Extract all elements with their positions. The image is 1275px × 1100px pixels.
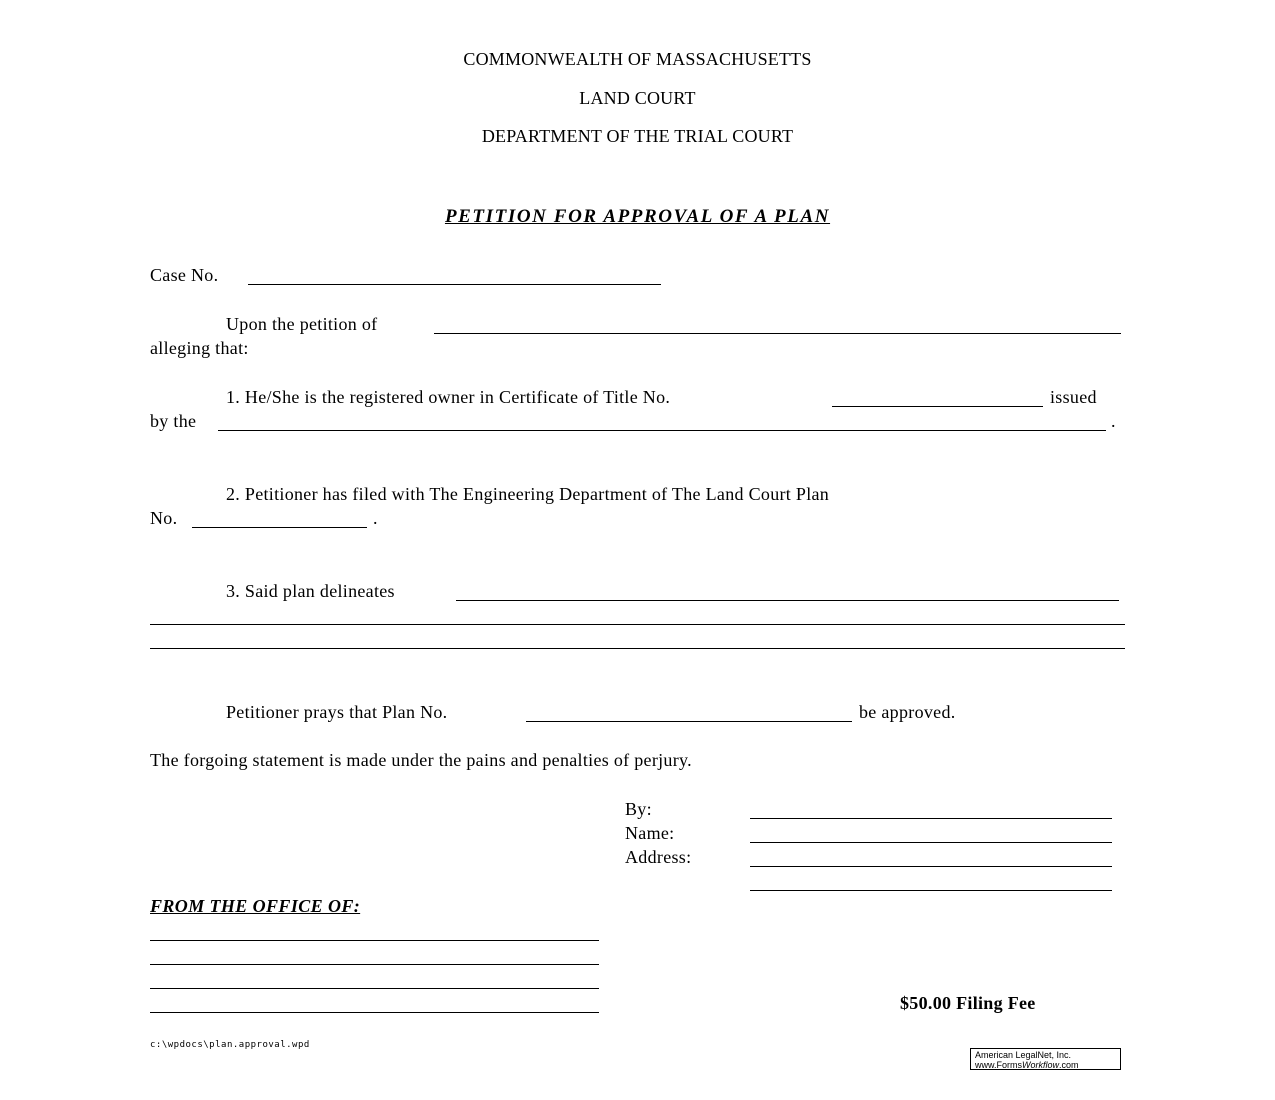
court-header-commonwealth: COMMONWEALTH OF MASSACHUSETTS (463, 49, 812, 69)
logo-line-2: www.FormsWorkflow.com (975, 1060, 1079, 1070)
filing-fee: $50.00 Filing Fee (900, 993, 1036, 1013)
issued-by-field[interactable] (218, 430, 1106, 431)
petition-of-label: Upon the petition of (226, 314, 378, 334)
case-no-field[interactable] (248, 284, 661, 285)
prays-prefix: Petitioner prays that Plan No. (226, 702, 448, 722)
plan-delineates-field-2[interactable] (150, 624, 1125, 625)
office-field-4[interactable] (150, 1012, 599, 1013)
item-2-period: . (373, 508, 378, 528)
perjury-statement: The forgoing statement is made under the pains and penalties of perjury. (150, 750, 692, 770)
address-field-1[interactable] (750, 866, 1112, 867)
address-field-2[interactable] (750, 890, 1112, 891)
item-2-text: 2. Petitioner has filed with The Engineering Department of The Land Court Plan (226, 484, 830, 504)
item-2-no-label: No. (150, 508, 178, 528)
by-label: By: (625, 799, 652, 819)
name-label: Name: (625, 823, 675, 843)
page-title: PETITION FOR APPROVAL OF A PLAN (444, 206, 831, 227)
approved-plan-no-field[interactable] (526, 721, 852, 722)
office-field-1[interactable] (150, 940, 599, 941)
plan-no-field[interactable] (192, 527, 367, 528)
item-1-text: 1. He/She is the registered owner in Certificate of Title No. (226, 387, 671, 407)
logo-line-1: American LegalNet, Inc. (975, 1050, 1072, 1060)
certificate-title-no-field[interactable] (832, 406, 1043, 407)
item-1-by-the: by the (150, 411, 197, 431)
file-path: c:\wpdocs\plan.approval.wpd (150, 1040, 310, 1050)
name-field[interactable] (750, 842, 1112, 843)
office-of-heading: FROM THE OFFICE OF: (150, 896, 361, 916)
office-field-3[interactable] (150, 988, 599, 989)
prays-suffix: be approved. (859, 702, 956, 722)
by-signature-field[interactable] (750, 818, 1112, 819)
american-legalnet-logo (970, 1048, 1121, 1070)
court-header-department: DEPARTMENT OF THE TRIAL COURT (481, 126, 794, 146)
plan-delineates-field-1[interactable] (456, 600, 1119, 601)
address-label: Address: (625, 847, 692, 867)
item-1-period: . (1111, 411, 1116, 431)
court-header-land-court: LAND COURT (579, 88, 696, 108)
office-field-2[interactable] (150, 964, 599, 965)
plan-delineates-field-3[interactable] (150, 648, 1125, 649)
item-1-issued: issued (1050, 387, 1097, 407)
case-no-label: Case No. (150, 265, 219, 285)
petitioner-name-field[interactable] (434, 333, 1121, 334)
item-3-text: 3. Said plan delineates (226, 581, 395, 601)
alleging-text: alleging that: (150, 338, 249, 358)
